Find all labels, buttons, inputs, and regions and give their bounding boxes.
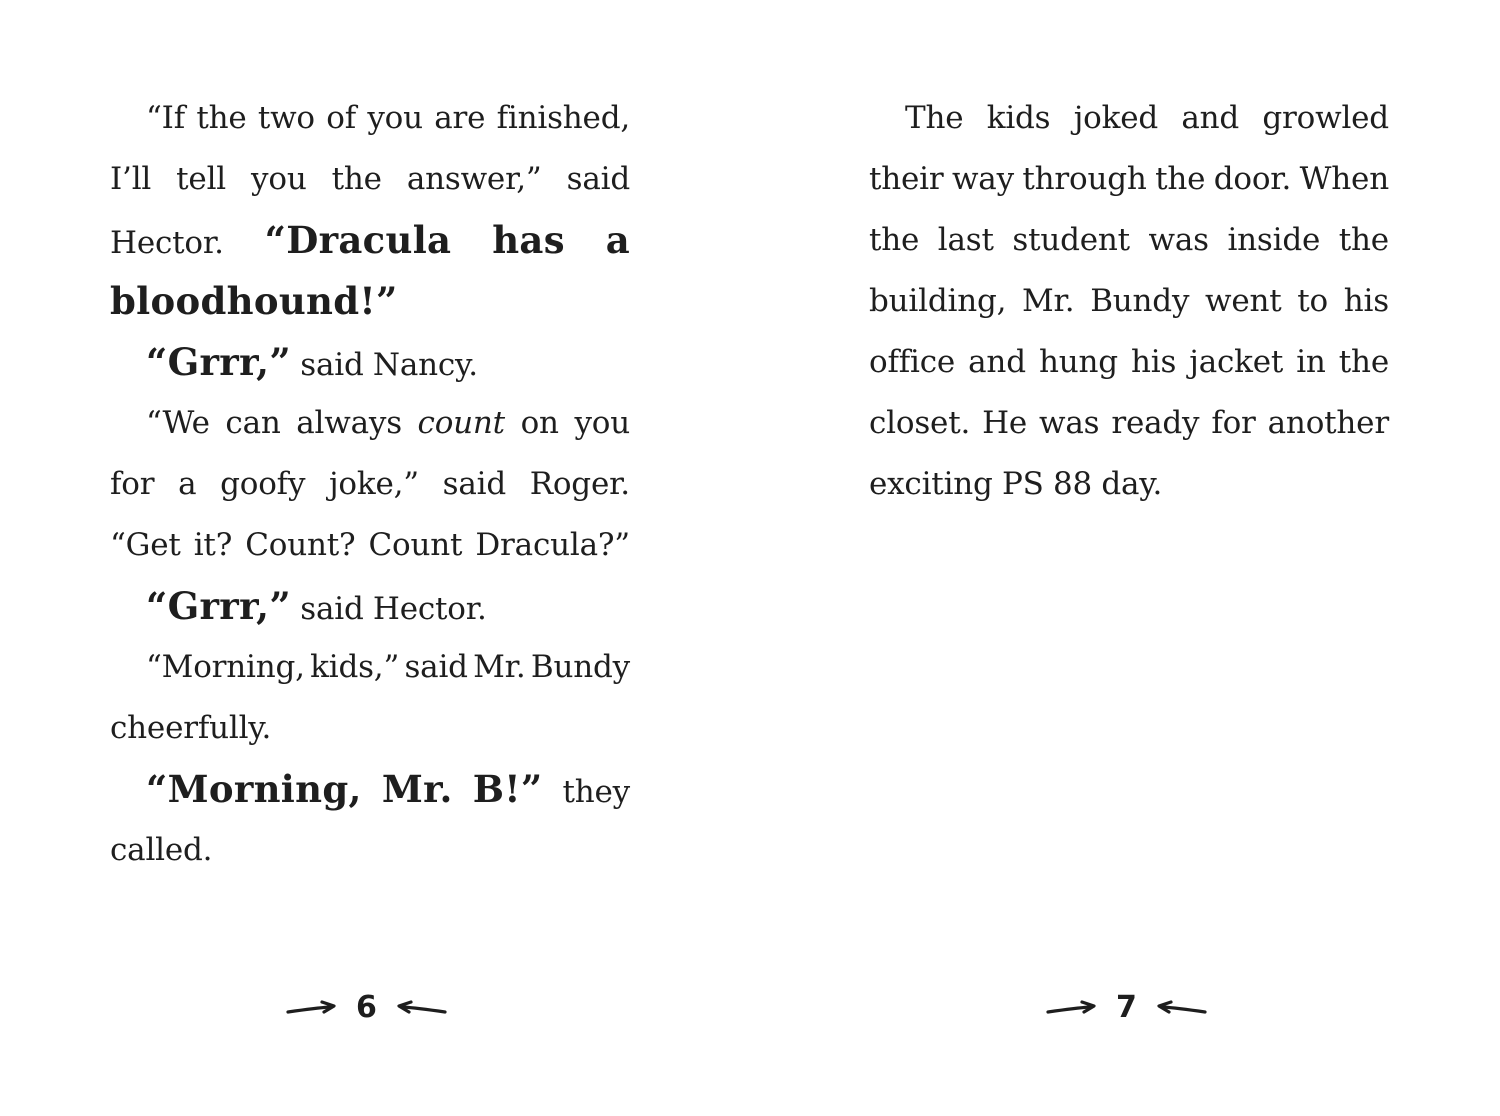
- bold-word: “Grrr,”: [146, 584, 291, 628]
- word: they: [562, 774, 630, 810]
- word: on: [520, 405, 559, 441]
- word: closet.: [869, 405, 971, 441]
- word: always: [296, 405, 402, 441]
- arrow-flourish-icon: [391, 997, 447, 1017]
- word: When: [1299, 161, 1389, 197]
- word: said: [404, 649, 468, 685]
- arrow-flourish-icon: [286, 997, 342, 1017]
- word: I’ll: [110, 161, 152, 197]
- word: their: [869, 161, 944, 197]
- word: kids,”: [310, 649, 400, 685]
- bold-word: bloodhound!”: [110, 279, 398, 323]
- text-line: [110, 271, 630, 332]
- arrow-flourish-icon: [1151, 997, 1207, 1017]
- text-line: [869, 88, 1389, 149]
- bold-word: Mr.: [381, 767, 453, 811]
- word: the: [1338, 344, 1389, 380]
- word: Bundy: [1090, 283, 1190, 319]
- word: was: [1039, 405, 1100, 441]
- bold-word: “Morning,: [146, 767, 362, 811]
- arrow-flourish-icon: [1046, 997, 1102, 1017]
- word: ready: [1111, 405, 1200, 441]
- page-number: 7: [1116, 989, 1137, 1025]
- text-line: [110, 149, 630, 210]
- word: his: [1343, 283, 1389, 319]
- word: another: [1267, 405, 1389, 441]
- word: Roger.: [529, 466, 630, 502]
- word: you: [251, 161, 307, 197]
- word: the: [196, 100, 247, 136]
- text-line: [110, 393, 630, 454]
- word: can: [225, 405, 281, 441]
- text-line: [110, 210, 630, 271]
- word: He: [982, 405, 1028, 441]
- word: for: [1211, 405, 1256, 441]
- text-line: [869, 393, 1389, 454]
- word: his: [1130, 344, 1177, 380]
- word: through: [1022, 161, 1147, 197]
- word: was: [1148, 222, 1209, 258]
- bold-word: B!”: [472, 767, 543, 811]
- text-line: [110, 332, 630, 393]
- word: Bundy: [530, 649, 630, 685]
- page-number-right: [1046, 985, 1207, 1029]
- text-line: [869, 210, 1389, 271]
- word: PS: [1001, 466, 1044, 502]
- text-line: [110, 515, 630, 576]
- word: “Get: [110, 527, 181, 563]
- word: you: [367, 100, 423, 136]
- word: The: [905, 100, 964, 136]
- text-line: [110, 637, 630, 698]
- word: are: [434, 100, 486, 136]
- word: Dracula?”: [475, 527, 630, 563]
- word: tell: [176, 161, 227, 197]
- text-line: [110, 759, 630, 820]
- text-line: [869, 149, 1389, 210]
- text-line: [869, 454, 1389, 515]
- right-page: [869, 88, 1389, 515]
- bold-word: has: [492, 218, 565, 262]
- text-line: [110, 820, 630, 881]
- word: said: [300, 591, 364, 627]
- word: jacket: [1189, 344, 1284, 380]
- word: you: [574, 405, 630, 441]
- word: building,: [869, 283, 1007, 319]
- word: in: [1296, 344, 1326, 380]
- word: office: [869, 344, 956, 380]
- text-line: [110, 88, 630, 149]
- bold-word: “Grrr,”: [146, 340, 291, 384]
- word: “Morning,: [146, 649, 305, 685]
- word: hung: [1038, 344, 1118, 380]
- word: joke,”: [328, 466, 419, 502]
- word: Mr.: [1022, 283, 1075, 319]
- word: goofy: [220, 466, 306, 502]
- word: and: [1181, 100, 1240, 136]
- text-line: [110, 576, 630, 637]
- word: the: [331, 161, 382, 197]
- word: cheerfully.: [110, 710, 272, 746]
- word: the: [1155, 161, 1206, 197]
- word: growled: [1262, 100, 1389, 136]
- word: day.: [1101, 466, 1163, 502]
- word: and: [968, 344, 1026, 380]
- word: way: [951, 161, 1014, 197]
- word: finished,: [496, 100, 630, 136]
- word: called.: [110, 832, 213, 868]
- word: the: [1338, 222, 1389, 258]
- word: joked: [1073, 100, 1158, 136]
- word: kids: [986, 100, 1051, 136]
- word: a: [178, 466, 197, 502]
- text-line: [869, 271, 1389, 332]
- word: last: [937, 222, 994, 258]
- text-line: [110, 454, 630, 515]
- word: Hector.: [372, 591, 487, 627]
- word: for: [110, 466, 155, 502]
- word: Mr.: [473, 649, 526, 685]
- italic-word: count: [417, 405, 505, 441]
- bold-word: “Dracula: [264, 218, 452, 262]
- page-number: 6: [356, 989, 377, 1025]
- word: answer,”: [406, 161, 542, 197]
- word: the: [869, 222, 920, 258]
- word: exciting: [869, 466, 993, 502]
- left-page: [110, 88, 630, 881]
- word: door.: [1213, 161, 1292, 197]
- word: student: [1012, 222, 1130, 258]
- word: said: [300, 347, 364, 383]
- word: Count?: [245, 527, 356, 563]
- bold-word: a: [605, 218, 630, 262]
- word: of: [326, 100, 356, 136]
- text-line: [869, 332, 1389, 393]
- word: Count: [368, 527, 463, 563]
- word: inside: [1227, 222, 1321, 258]
- word: Hector.: [110, 225, 224, 261]
- text-line: [110, 698, 630, 759]
- word: “If: [146, 100, 185, 136]
- word: said: [566, 161, 630, 197]
- word: to: [1297, 283, 1329, 319]
- word: went: [1205, 283, 1282, 319]
- page-number-left: [286, 985, 447, 1029]
- word: it?: [193, 527, 233, 563]
- word: 88: [1052, 466, 1093, 502]
- word: said: [442, 466, 506, 502]
- word: two: [257, 100, 315, 136]
- word: Nancy.: [372, 347, 478, 383]
- word: “We: [146, 405, 210, 441]
